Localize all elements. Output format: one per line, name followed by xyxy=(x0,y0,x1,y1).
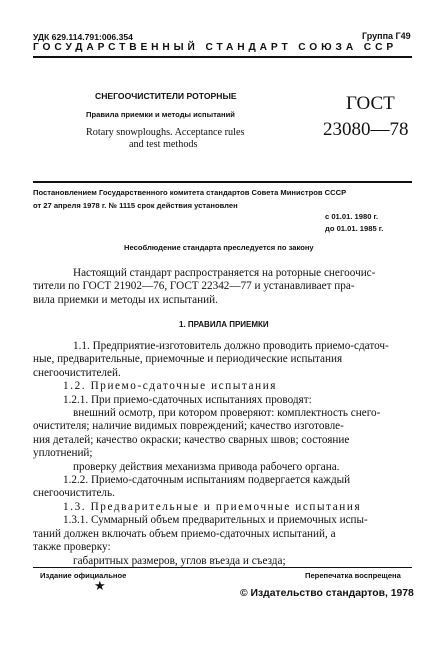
star-icon: ★ xyxy=(94,578,106,593)
decree-line2: от 27 апреля 1978 г. № 1115 срок действия установлен xyxy=(33,201,238,210)
gost-label: ГОСТ xyxy=(346,93,395,114)
reprint-notice: Перепечатка воспрещена xyxy=(305,571,401,580)
body-line: ные, предварительные, приемочные и периодические испытания xyxy=(33,353,343,366)
body-line: проверку действия механизма привода рабочего органа. xyxy=(73,460,340,473)
body-line: уплотнений; xyxy=(33,447,93,460)
body-line: также проверку: xyxy=(33,541,111,554)
intro-paragraph xyxy=(33,267,413,307)
document-subtitle: Правила приемки и методы испытаний xyxy=(86,110,235,119)
section-heading: 1. ПРАВИЛА ПРИЕМКИ xyxy=(179,320,269,329)
body-line: снегоочистителей. xyxy=(33,366,121,379)
header-rule xyxy=(33,56,412,58)
body-line: 1.3.1. Суммарный объем предварительных и приемочных испы- xyxy=(63,514,368,527)
english-title-line1: Rotary snowploughs. Acceptance rules xyxy=(86,127,245,138)
body-line: габаритных размеров, углов въезда и съезда; xyxy=(73,554,286,567)
udk-code: УДК 629.114.791:006.354 xyxy=(33,32,133,42)
official-edition: Издание официальное xyxy=(40,571,127,580)
standard-banner: ГОСУДАРСТВЕННЫЙ СТАНДАРТ СОЮЗА ССР xyxy=(33,42,398,53)
english-title-line2: and test methods xyxy=(129,139,198,150)
copyright: © Издательство стандартов, 1978 xyxy=(240,588,414,599)
intro-line: Настоящий стандарт распространяется на роторные снегоочис- xyxy=(73,267,376,279)
subsection-heading: 1.2. Приемо-сдаточные испытания xyxy=(63,380,278,393)
body-text xyxy=(33,340,413,568)
body-line: 1.2.2. Приемо-сдаточным испытаниям подвергается каждый xyxy=(63,474,351,487)
body-line: 1.1. Предприятие-изготовитель должно проводить приемо-сдаточ- xyxy=(73,340,389,352)
intro-line: вила приемки и методы их испытаний. xyxy=(33,293,218,306)
legal-warning: Несоблюдение стандарта преследуется по закону xyxy=(124,243,314,252)
group-code: Группа Г49 xyxy=(362,31,411,41)
body-line: ния деталей; качество окраски; качество сварных швов; состояние xyxy=(33,433,350,446)
body-line: таний должен включать объем приемо-сдаточных испытаний, а xyxy=(33,527,336,540)
body-line: снегоочиститель. xyxy=(33,487,115,500)
body-line: очистителя; наличие видимых повреждений; качество изготовле- xyxy=(33,420,344,433)
title-rule xyxy=(33,181,412,183)
decree-line1: Постановлением Государственного комитета стандартов Совета Министров СССР xyxy=(33,188,347,197)
validity-from: с 01.01. 1980 г. xyxy=(325,212,379,221)
validity-to: до 01.01. 1985 г. xyxy=(325,224,384,233)
body-line: внешний осмотр, при котором проверяют: комплектность снего- xyxy=(73,407,381,420)
intro-line: тители по ГОСТ 21902—76, ГОСТ 22342—77 и устанавливает пра- xyxy=(33,280,355,293)
body-line: 1.2.1. При приемо-сдаточных испытаниях проводят: xyxy=(63,393,312,406)
footer-rule xyxy=(33,567,412,568)
subsection-heading: 1.3. Предварительные и приемочные испытания xyxy=(63,500,362,513)
gost-number: 23080—78 xyxy=(323,119,409,140)
document-title: СНЕГООЧИСТИТЕЛИ РОТОРНЫЕ xyxy=(95,91,237,101)
